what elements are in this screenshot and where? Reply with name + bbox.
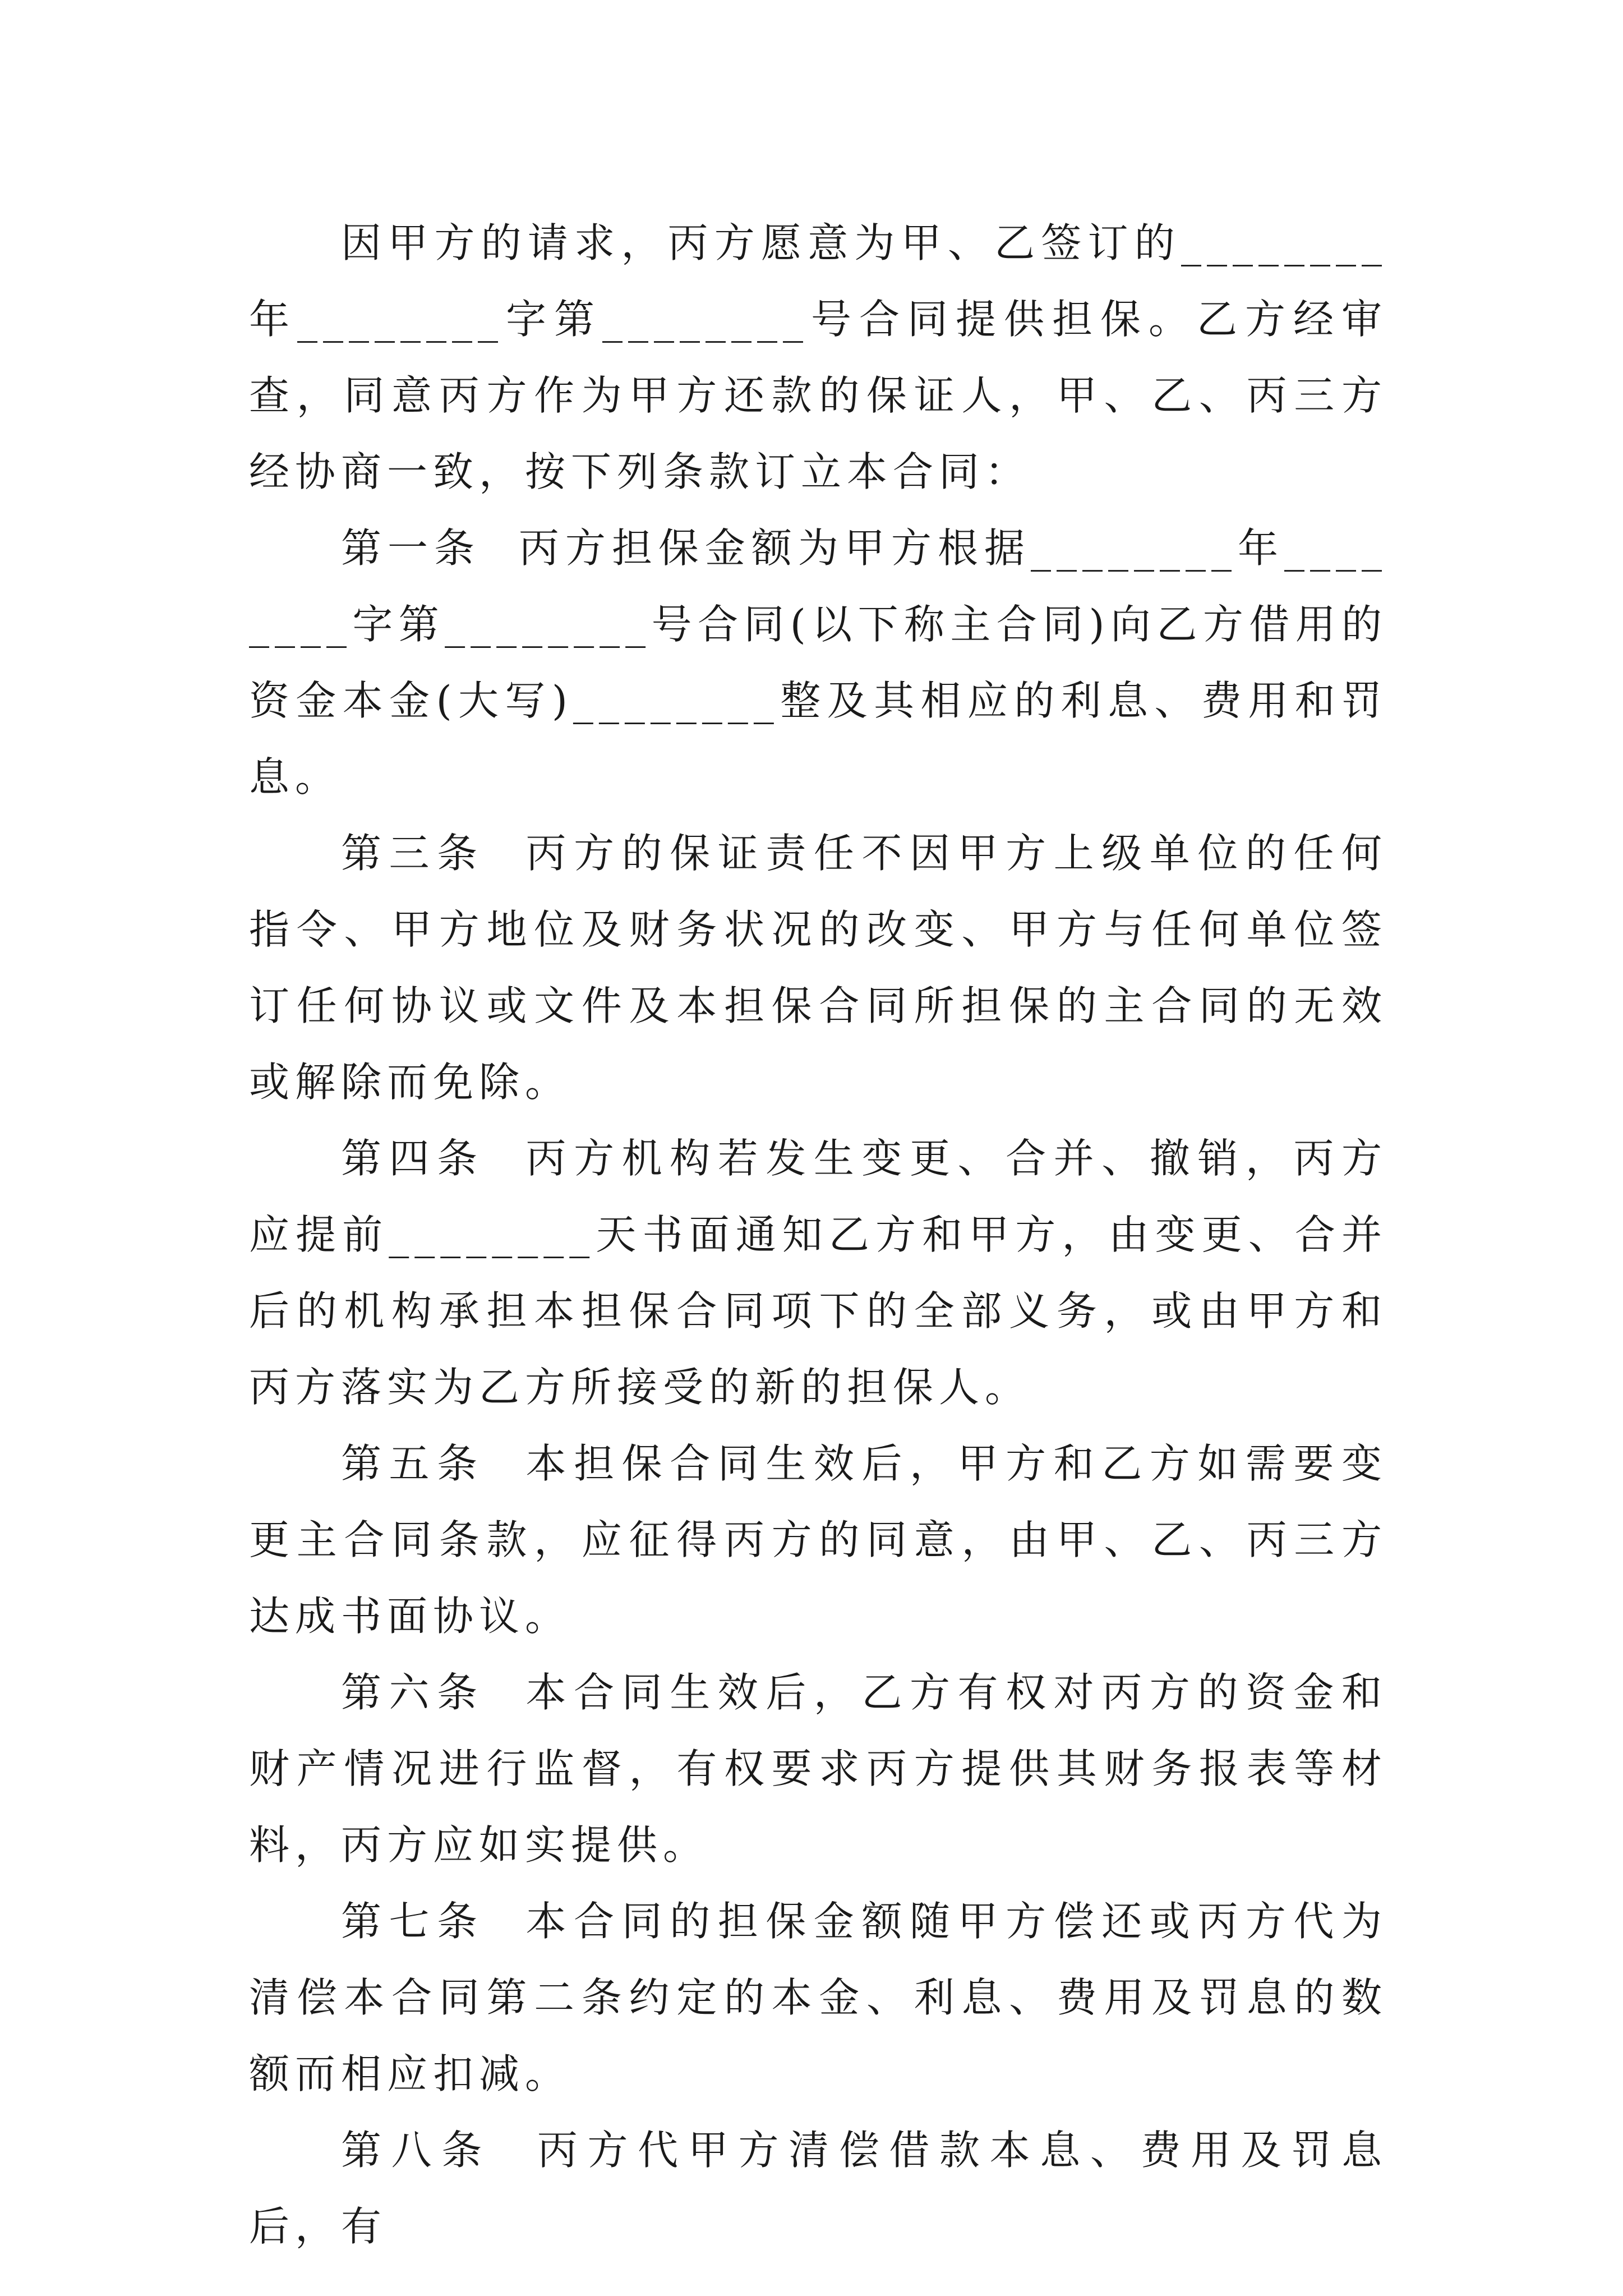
article-6-paragraph: 第六条 本合同生效后，乙方有权对丙方的资金和财产情况进行监督，有权要求丙方提供其财务报表等材料，丙方应如实提供。: [249, 1669, 1387, 1869]
article-8-paragraph: 第八条 丙方代甲方清偿借款本息、费用及罚息后，有: [249, 2127, 1387, 2250]
document-body: [249, 205, 1387, 2265]
article-4-paragraph: 第四条 丙方机构若发生变更、合并、撤销，丙方应提前________天书面通知乙方和甲方，由变更、合并后的机构承担本担保合同项下的全部义务，或由甲方和丙方落实为乙方所接受的新的担保人。: [249, 1135, 1387, 1411]
article-7-paragraph: 第七条 本合同的担保金额随甲方偿还或丙方代为清偿本合同第二条约定的本金、利息、费用及罚息的数额而相应扣减。: [249, 1898, 1387, 2097]
article-3-paragraph: 第三条 丙方的保证责任不因甲方上级单位的任何指令、甲方地位及财务状况的改变、甲方与任何单位签订任何协议或文件及本担保合同所担保的主合同的无效或解除而免除。: [249, 830, 1387, 1106]
article-5-paragraph: 第五条 本担保合同生效后，甲方和乙方如需要变更主合同条款，应征得丙方的同意，由甲、乙、丙三方达成书面协议。: [249, 1440, 1387, 1640]
article-1-paragraph: 第一条 丙方担保金额为甲方根据________年________字第________号合同(以下称主合同)向乙方借用的资金本金(大写)________整及其相应的利息、费用和罚息。: [249, 524, 1387, 800]
preamble-paragraph: 因甲方的请求，丙方愿意为甲、乙签订的________年________字第________号合同提供担保。乙方经审查，同意丙方作为甲方还款的保证人，甲、乙、丙三方经协商一致，按下列条款订立本合同：: [249, 219, 1387, 495]
